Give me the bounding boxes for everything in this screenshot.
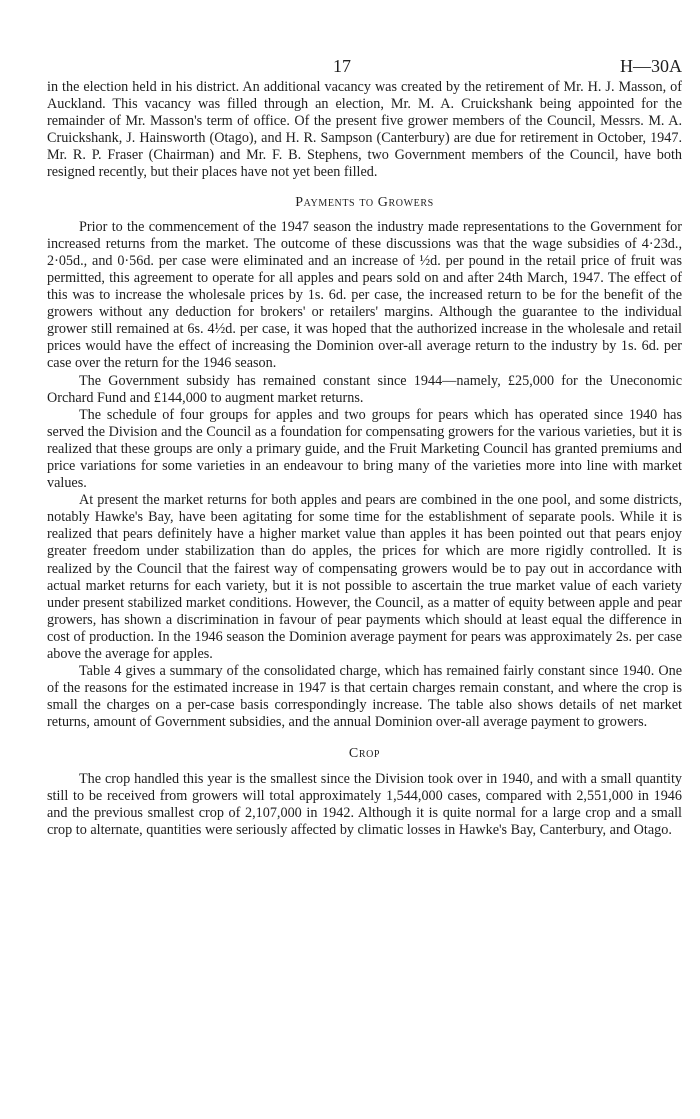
payments-paragraph-5: Table 4 gives a summary of the consolidated charge, which has remained fairly constant since 1940. One of the reasons for the estimated increase in 1947 is that certain charges remain constant, and where the crop is small the charges on a per-case basis correspondingly increase. The table also shows details of net market returns, amount of Government subsidies, and the annual Dominion over-all average payment to growers. (47, 663, 682, 731)
intro-paragraph: in the election held in his district. An additional vacancy was created by the retirement of Mr. H. J. Masson, of Auckland. This vacancy was filled through an election, Mr. M. A. Cruickshank being appointed for the remainder of Mr. Masson's term of office. Of the present five grower members of the Council, Messrs. M. A. Cruickshank, J. Hainsworth (Otago), and H. R. Sampson (Canterbury) are due for retirement in October, 1947. Mr. R. P. Fraser (Chairman) and Mr. F. B. Stephens, two Government members of the Council, have both resigned recently, but their places have not yet been filled. (47, 79, 682, 181)
payments-paragraph-4: At present the market returns for both apples and pears are combined in the one pool, and some districts, notably Hawke's Bay, have been agitating for some time for the establishment of separate pools. While it is realized that pears definitely have a higher market value than apples it has been pointed out that pears enjoy greater freedom under stabilization than do apples, the prices for which are more rigidly controlled. It is realized by the Council that the fairest way of compensating growers would be to pay out in accordance with actual market returns for each variety, but it is not possible to ascertain the true market value of each variety under present stabilized market conditions. However, the Council, as a matter of equity between apple and pear growers, has shown a discrimination in favour of pear payments which should at least equal the difference in cost of production. In the 1946 season the Dominion average payment for pears was approximately 2s. per case above the average for apples. (47, 492, 682, 662)
payments-paragraph-3: The schedule of four groups for apples and two groups for pears which has operated since 1940 has served the Division and the Council as a foundation for compensating growers for the various varieties, but it is realized that these groups are only a primary guide, and the Fruit Marketing Council has granted premiums and price variations for some varieties in an endeavour to bring many of the varieties more into line with market values. (47, 406, 682, 492)
crop-paragraph-1: The crop handled this year is the smallest since the Division took over in 1940, and with a small quantity still to be received from growers will total approximately 1,544,000 cases, compared with 2,551,000 in 1946 and the previous smallest crop of 2,107,000 in 1942. Although it is quite normal for a large crop and a small crop to alternate, quantities were seriously affected by climatic losses in Hawke's Bay, Canterbury, and Otago. (47, 770, 682, 838)
page-body (47, 79, 682, 839)
payments-heading: Payments to Growers (295, 194, 434, 210)
page-number: 17 (333, 56, 351, 76)
payments-paragraph-1: Prior to the commencement of the 1947 season the industry made representations to the Government for increased returns from the market. The outcome of these discussions was that the wage subsidies of 4·23d., 2·05d., and 0·56d. per case were eliminated and an increase of ½d. per pound in the retail price of fruit was permitted, this agreement to operate for all apples and pears sold on and after 24th March, 1947. The effect of this was to increase the wholesale prices by 1s. 6d. per case, the increased return to be for the benefit of the growers without any deduction for brokers' or retailers' margins. Although the guarantee to the individual grower still remained at 6s. 4½d. per case, it was hoped that the authorized increase in the wholesale and retail prices would have the effect of increasing the Dominion over-all average return to the industry by 1s. 6d. per case over the return for the 1946 season. (47, 218, 682, 372)
page-header (0, 50, 700, 80)
crop-heading: Crop (348, 746, 381, 762)
document-reference: H—30A (620, 56, 682, 76)
payments-paragraph-2: The Government subsidy has remained constant since 1944—namely, £25,000 for the Uneconomic Orchard Fund and £144,000 to augment market returns. (47, 372, 682, 406)
